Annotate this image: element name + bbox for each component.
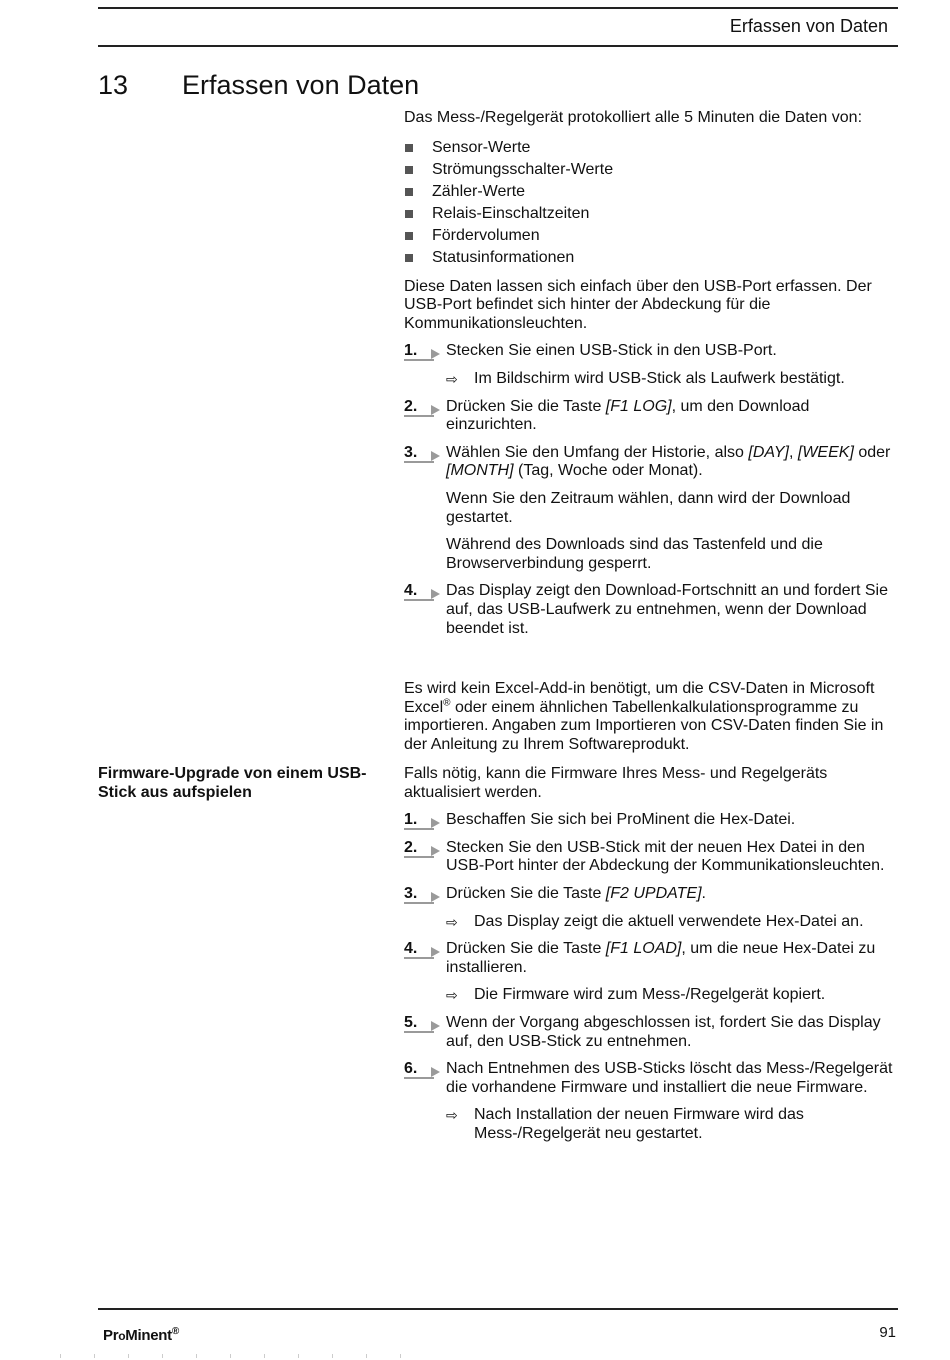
result-arrow-icon: ⇨ bbox=[446, 913, 458, 930]
step-note: Wenn Sie den Zeitraum wählen, dann wird der Download gestartet. bbox=[446, 489, 851, 526]
step-1 bbox=[404, 342, 898, 361]
step-number: 3. bbox=[404, 444, 440, 463]
step-arrow-icon bbox=[431, 1067, 440, 1077]
step-number: 6. bbox=[404, 1060, 440, 1079]
square-bullet-icon bbox=[405, 254, 413, 262]
scan-marks bbox=[60, 1354, 420, 1358]
step-text: Drücken Sie die Taste [F2 UPDATE]. bbox=[446, 884, 706, 902]
step-arrow-icon bbox=[431, 947, 440, 957]
step-text: Wenn der Vorgang abgeschlossen ist, fordert Sie das Display auf, den USB-Stick zu entnehmen. bbox=[446, 1013, 881, 1050]
step-number: 3. bbox=[404, 885, 440, 904]
step-2 bbox=[404, 398, 898, 435]
step-number: 1. bbox=[404, 342, 440, 361]
list-item: Relais-Einschaltzeiten bbox=[404, 203, 898, 225]
key-label: [F2 UPDATE] bbox=[605, 884, 702, 902]
fw-step-3 bbox=[404, 885, 898, 904]
step-text: Wählen Sie den Umfang der Historie, also [DAY], [WEEK] oder [MONTH] (Tag, Woche oder Monat). bbox=[446, 443, 891, 480]
step-result: ⇨ Im Bildschirm wird USB-Stick als Laufwerk bestätigt. bbox=[446, 369, 845, 387]
step-arrow-icon bbox=[431, 818, 440, 828]
key-label: [MONTH] bbox=[446, 462, 514, 480]
usb-paragraph: Diese Daten lassen sich einfach über den USB-Port erfassen. Der USB-Port befindet sich hinter der Abdeckung für die Kommunikationsleuchten. bbox=[404, 277, 872, 332]
step-text: Das Display zeigt den Download-Fortschnitt an und fordert Sie auf, das USB-Laufwerk zu entnehmen, wenn der Download beendet ist. bbox=[446, 582, 888, 637]
chapter-number: 13 bbox=[98, 70, 129, 100]
square-bullet-icon bbox=[405, 232, 413, 240]
step-result: ⇨ Die Firmware wird zum Mess-/Regelgerät kopiert. bbox=[446, 986, 826, 1004]
step-text: Drücken Sie die Taste [F1 LOAD], um die neue Hex-Datei zu installieren. bbox=[446, 940, 876, 976]
step-text: Stecken Sie den USB-Stick mit der neuen Hex Datei in den USB-Port hinter der Abdeckung der Kommunikationsleuchten. bbox=[446, 838, 885, 875]
square-bullet-icon bbox=[405, 166, 413, 174]
list-item: Zähler-Werte bbox=[404, 181, 898, 203]
step-number: 4. bbox=[404, 940, 440, 959]
step-text: Stecken Sie einen USB-Stick in den USB-Port. bbox=[446, 342, 777, 360]
page-number: 91 bbox=[879, 1324, 896, 1341]
chapter-title: Erfassen von Daten bbox=[182, 70, 420, 100]
fw-step-2 bbox=[404, 839, 898, 876]
fw-step-5 bbox=[404, 1014, 898, 1051]
square-bullet-icon bbox=[405, 188, 413, 196]
list-item: Strömungsschalter-Werte bbox=[404, 159, 898, 181]
fw-step-6 bbox=[404, 1060, 898, 1097]
step-text: Nach Entnehmen des USB-Sticks löscht das Mess-/Regelgerät die vorhandene Firmware und installiert die neue Firmware. bbox=[446, 1060, 893, 1096]
step-arrow-icon bbox=[431, 451, 440, 461]
section-data-logging bbox=[404, 109, 898, 647]
firmware-intro: Falls nötig, kann die Firmware Ihres Mess- und Regelgeräts aktualisiert werden. bbox=[404, 765, 828, 801]
step-number: 4. bbox=[404, 582, 440, 601]
bullet-list bbox=[404, 137, 898, 269]
prominent-logo: ProMinent® bbox=[103, 1326, 179, 1344]
square-bullet-icon bbox=[405, 210, 413, 218]
footer-rule bbox=[98, 1308, 898, 1310]
result-arrow-icon: ⇨ bbox=[446, 987, 458, 1004]
key-label: [F1 LOG] bbox=[605, 397, 672, 415]
header-rule-bottom bbox=[98, 45, 898, 47]
step-arrow-icon bbox=[431, 1021, 440, 1031]
step-arrow-icon bbox=[431, 846, 440, 856]
step-text: Drücken Sie die Taste [F1 LOG], um den Download einzurichten. bbox=[446, 397, 810, 434]
step-number: 5. bbox=[404, 1014, 440, 1033]
step-text: Beschaffen Sie sich bei ProMinent die Hex-Datei. bbox=[446, 811, 796, 829]
square-bullet-icon bbox=[405, 144, 413, 152]
step-arrow-icon bbox=[431, 589, 440, 599]
header-rule-top bbox=[98, 7, 898, 9]
list-item: Fördervolumen bbox=[404, 225, 898, 247]
intro-text: Das Mess-/Regelgerät protokolliert alle 5 Minuten die Daten von: bbox=[404, 109, 863, 126]
running-header: Erfassen von Daten bbox=[729, 16, 888, 36]
result-arrow-icon: ⇨ bbox=[446, 1107, 458, 1124]
step-3 bbox=[404, 444, 898, 481]
step-4 bbox=[404, 582, 898, 638]
key-label: [WEEK] bbox=[797, 443, 854, 461]
list-item: Statusinformationen bbox=[404, 247, 898, 269]
step-number: 1. bbox=[404, 811, 440, 830]
fw-step-1 bbox=[404, 811, 898, 830]
excel-note bbox=[404, 680, 898, 763]
section-firmware bbox=[404, 765, 898, 1153]
step-arrow-icon bbox=[431, 405, 440, 415]
key-label: [DAY] bbox=[748, 443, 789, 461]
step-arrow-icon bbox=[431, 892, 440, 902]
step-number: 2. bbox=[404, 839, 440, 858]
step-arrow-icon bbox=[431, 349, 440, 359]
step-result: ⇨ Das Display zeigt die aktuell verwendete Hex-Datei an. bbox=[446, 912, 864, 930]
key-label: [F1 LOAD] bbox=[605, 940, 682, 958]
excel-paragraph: Es wird kein Excel-Add-in benötigt, um die CSV-Daten in Microsoft Excel® oder einem ähnlichen Tabellenkalkulationsprogramme zu importieren. Angaben zum Importieren von CSV-Daten finden Sie in der Anleitung zu Ihrem Softwareprodukt. bbox=[404, 680, 884, 753]
step-number: 2. bbox=[404, 398, 440, 417]
step-note: Während des Downloads sind das Tastenfeld und die Browserverbindung gesperrt. bbox=[446, 536, 823, 572]
fw-step-4 bbox=[404, 940, 898, 977]
list-item: Sensor-Werte bbox=[404, 137, 898, 159]
result-arrow-icon: ⇨ bbox=[446, 370, 458, 387]
step-result: ⇨ Nach Installation der neuen Firmware wird das Mess-/Regelgerät neu gestartet. bbox=[446, 1106, 804, 1142]
firmware-heading: Firmware-Upgrade von einem USB-Stick aus aufspielen bbox=[98, 765, 367, 801]
